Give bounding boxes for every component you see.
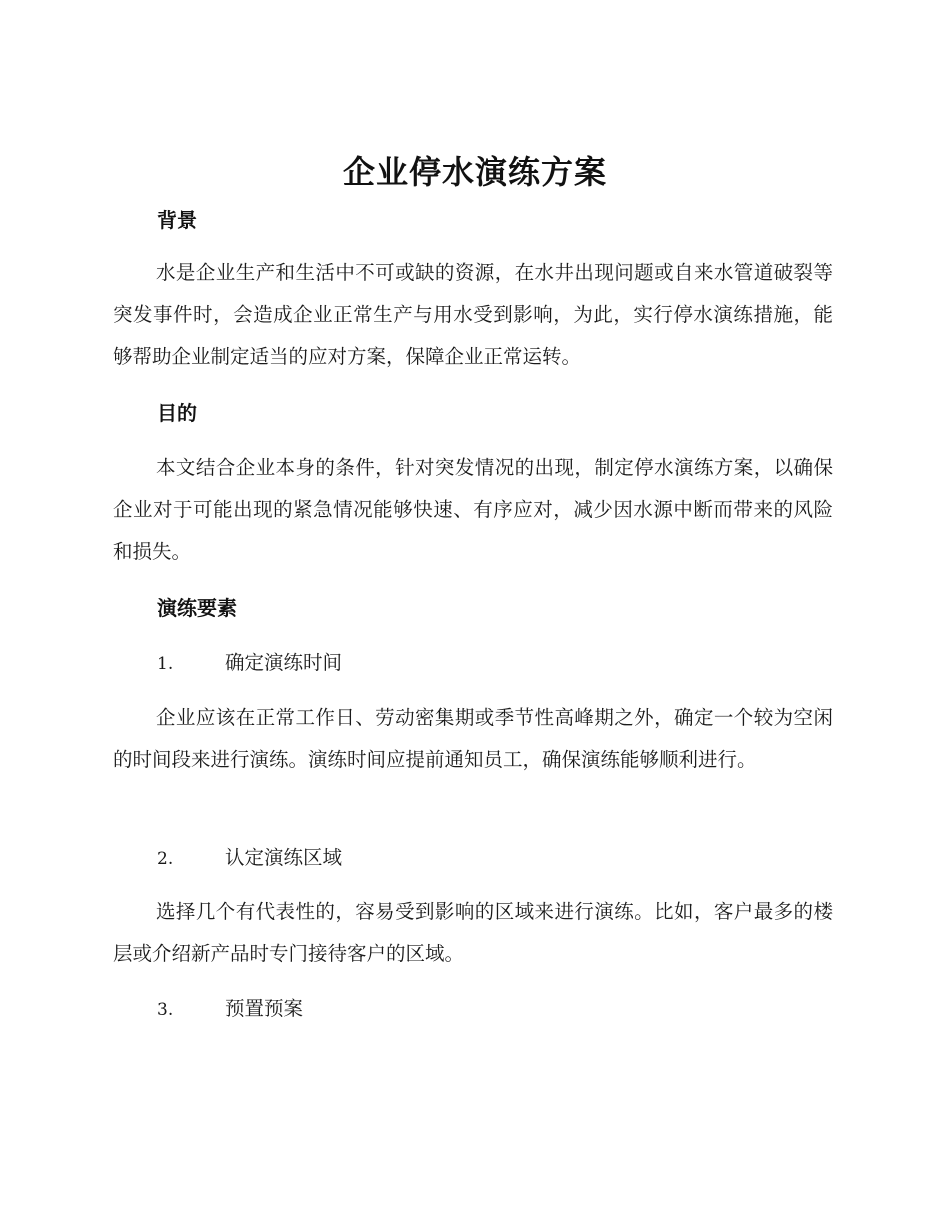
list-item-label: 预置预案 bbox=[225, 997, 304, 1020]
section-heading-background: 背景 bbox=[157, 208, 197, 232]
drill-area-paragraph: 选择几个有代表性的，容易受到影响的区域来进行演练。比如，客户最多的楼层或介绍新产品时专门接待客户的区域。 bbox=[113, 900, 833, 965]
list-item-number: 1. bbox=[157, 654, 174, 674]
list-item bbox=[157, 843, 342, 874]
background-paragraph: 水是企业生产和生活中不可或缺的资源，在水井出现问题或自来水管道破裂等突发事件时，会造成企业正常生产与用水受到影响，为此，实行停水演练措施，能够帮助企业制定适当的应对方案，保障企业正常运转。 bbox=[113, 261, 833, 368]
list-item-number: 2. bbox=[157, 849, 174, 869]
list-item-number: 3. bbox=[157, 1000, 174, 1020]
purpose-paragraph: 本文结合企业本身的条件，针对突发情况的出现，制定停水演练方案，以确保企业对于可能出现的紧急情况能够快速、有序应对，减少因水源中断而带来的风险和损失。 bbox=[113, 456, 833, 563]
document-title: 企业停水演练方案 bbox=[342, 153, 607, 191]
section-heading-drill-elements: 演练要素 bbox=[157, 596, 237, 620]
list-item bbox=[157, 994, 303, 1025]
drill-time-paragraph: 企业应该在正常工作日、劳动密集期或季节性高峰期之外，确定一个较为空闲的时间段来进行演练。演练时间应提前通知员工，确保演练能够顺利进行。 bbox=[113, 706, 833, 771]
list-item bbox=[157, 648, 342, 679]
list-item-label: 认定演练区域 bbox=[225, 846, 343, 869]
list-item-label: 确定演练时间 bbox=[225, 651, 343, 674]
section-heading-purpose: 目的 bbox=[157, 401, 197, 425]
